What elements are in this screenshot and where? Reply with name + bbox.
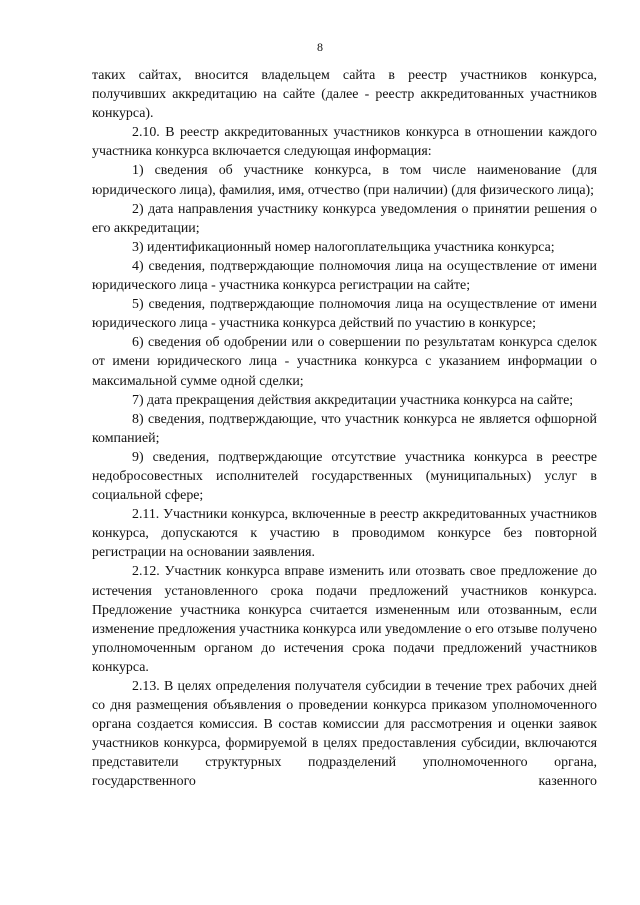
page-number: 8 xyxy=(317,40,323,54)
list-item-1: 1) сведения об участнике конкурса, в том числе наименование (для юридического лица), фамилия, имя, отчество (при наличии) (для физического лица); xyxy=(92,163,597,198)
list-item-3: 3) идентификационный номер налогоплательщика участника конкурса; xyxy=(132,239,555,255)
list-item-6: 6) сведения об одобрении или о совершении по результатам конкурса сделок от имени юридического лица - участника конкурса с указанием информации о максимальной сумме одной сделки; xyxy=(92,335,597,389)
paragraph-2-12: 2.12. Участник конкурса вправе изменить или отозвать свое предложение до истечения установленного срока подачи предложений участников конкурса. Предложение участника конкурса считается измененным или отозванным, если изменение предложения участника конкурса или уведомление о его отзыве получено уполномоченным органом до истечения срока подачи предложений участников конкурса. xyxy=(92,564,597,675)
list-item-9: 9) сведения, подтверждающие отсутствие участника конкурса в реестре недобросовестных исполнителей государственных (муниципальных) услуг в социальной сфере; xyxy=(92,449,597,504)
list-item-7: 7) дата прекращения действия аккредитации участника конкурса на сайте; xyxy=(132,392,574,408)
paragraph-continuation: таких сайтах, вносится владельцем сайта в реестр участников конкурса, получивших аккредитацию на сайте (далее - реестр аккредитованных участников конкурса). xyxy=(92,68,597,122)
document-body xyxy=(92,66,597,792)
paragraph-2-11: 2.11. Участники конкурса, включенные в реестр аккредитованных участников конкурса, допускаются к участию в проводимом конкурсе без повторной регистрации на основании заявления. xyxy=(92,507,597,561)
list-item-4: 4) сведения, подтверждающие полномочия лица на осуществление от имени юридического лица - участника конкурса регистрации на сайте; xyxy=(92,258,597,294)
paragraph-2-13: 2.13. В целях определения получателя субсидии в течение трех рабочих дней со дня размещения объявления о проведении конкурса приказом уполномоченного органа создается комиссия. В состав комиссии для рассмотрения и оценки заявок участников конкурса, формируемой в целях предоставления субсидии, включаются представители структурных подразделений уполномоченного органа, государственного казенного xyxy=(92,679,597,790)
list-item-8: 8) сведения, подтверждающие, что участник конкурса не является офшорной компанией; xyxy=(92,411,597,446)
list-item-5: 5) сведения, подтверждающие полномочия лица на осуществление от имени юридического лица - участника конкурса действий по участию в конкурсе; xyxy=(92,297,597,332)
list-item-2: 2) дата направления участнику конкурса уведомления о принятии решения о его аккредитации; xyxy=(92,201,597,236)
paragraph-2-10: 2.10. В реестр аккредитованных участников конкурса в отношении каждого участника конкурса включается следующая информация: xyxy=(92,125,597,160)
